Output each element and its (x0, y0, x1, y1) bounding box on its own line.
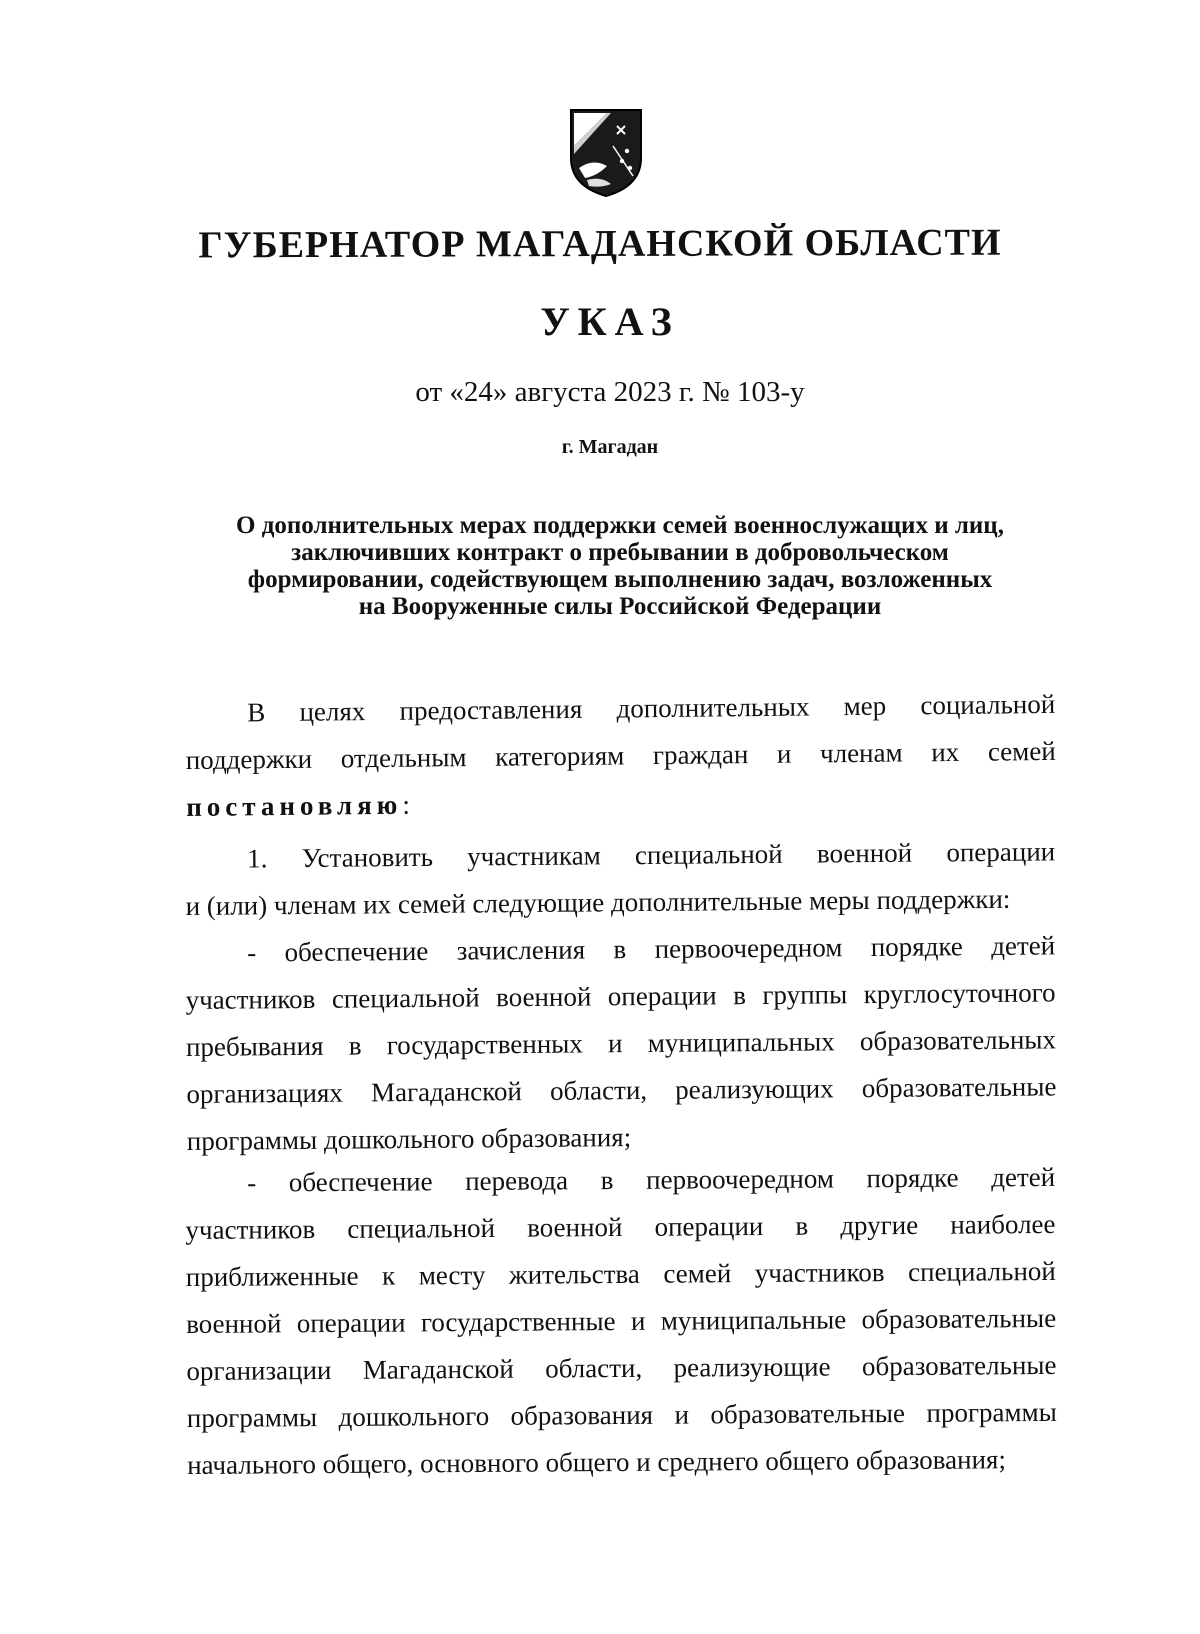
subject-line: на Вооруженные силы Российской Федерации (358, 593, 882, 620)
paragraph-line: - обеспечение зачисления в первоочередном порядке детей (247, 930, 1056, 968)
subject-line: О дополнительных мерах поддержки семей военнослужащих и лиц, (236, 512, 1004, 539)
paragraph-line: поддержки отдельным категориям граждан и членам их семей (185, 735, 1056, 775)
issuer-title: ГУБЕРНАТОР МАГАДАНСКОЙ ОБЛАСТИ (198, 221, 1002, 267)
subject-line: заключивших контракт о пребывании в добровольческом (291, 539, 949, 566)
paragraph-measure-enrollment (185, 922, 1057, 1165)
paragraph-line: организации Магаданской области, реализующие образовательные (186, 1349, 1057, 1386)
paragraph-measure-transfer (185, 1154, 1057, 1489)
document-city: г. Магадан (561, 436, 659, 458)
resolve-word: постановляю (186, 789, 403, 822)
paragraph-line: участников специальной военной операции в другие наиболее (185, 1208, 1056, 1245)
paragraph-line: программы дошкольного образования; (186, 1122, 632, 1156)
paragraph-line: участников специальной военной операции в группы круглосуточного (185, 977, 1056, 1015)
paragraph-line: военной операции государственные и муниципальные образовательные (186, 1302, 1057, 1339)
paragraph-line: начального общего, основного общего и среднего общего образования; (187, 1444, 1007, 1480)
document-subject (180, 512, 1060, 620)
paragraph-line: 1. Установить участникам специальной военной операции (247, 836, 1056, 874)
paragraph-line: пребывания в государственных и муниципальных образовательных (185, 1024, 1057, 1062)
paragraph-line: В целях предоставления дополнительных мер социальной (247, 688, 1056, 728)
paragraph-line: приближенные к месту жительства семей участников специальной (185, 1255, 1056, 1292)
paragraph-line: организациях Магаданской области, реализующих образовательные (186, 1071, 1057, 1109)
paragraph-item-1 (185, 828, 1056, 930)
subject-line: формировании, содействующем выполнению задач, возложенных (247, 566, 993, 593)
document-date-number: от «24» августа 2023 г. № 103-у (415, 376, 805, 408)
document-type: УКАЗ (540, 299, 680, 344)
resolve-line (186, 775, 1056, 831)
resolve-colon: : (402, 789, 411, 820)
coat-of-arms-icon (567, 106, 645, 198)
paragraph-line: и (или) членам их семей следующие дополнительные меры поддержки: (185, 883, 1011, 921)
paragraph-preamble (185, 681, 1056, 831)
paragraph-line: программы дошкольного образования и образовательные программы (186, 1396, 1057, 1433)
paragraph-line: - обеспечение перевода в первоочередном порядке детей (247, 1161, 1056, 1198)
